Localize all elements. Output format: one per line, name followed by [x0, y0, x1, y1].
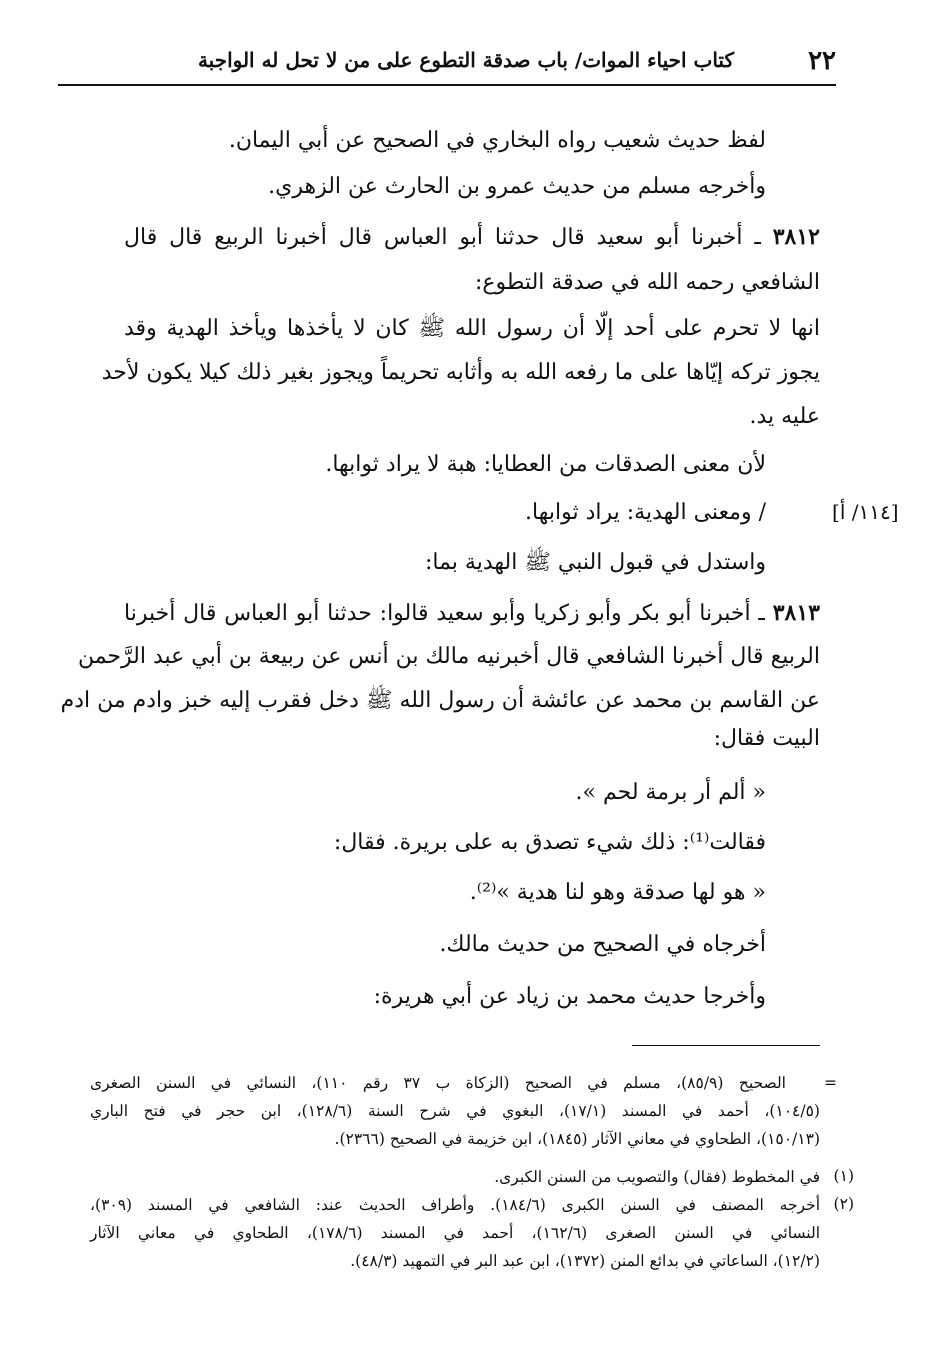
running-title: كتاب احياء الموات/ باب صدقة التطوع على من لا تحل له الواجبة	[197, 48, 734, 72]
hadith-text: ـ أخبرنا أبو بكر وأبو زكريا وأبو سعيد قالوا: حدثنا أبو العباس قال أخبرنا	[124, 601, 765, 626]
text-line: عن القاسم بن محمد عن عائشة أن رسول الله ﷺ دخل فقرب إليه خبز وادم من ادم	[60, 688, 820, 713]
text-line: الربيع قال أخبرنا الشافعي قال أخبرنيه مالك بن أنس عن ربيعة بن أبي عبد الرَّحمن	[77, 644, 820, 669]
footnote-continuation-marker: =	[824, 1074, 837, 1092]
hadith-number: ٣٨١٣	[772, 600, 820, 626]
header-rule	[58, 84, 836, 86]
footnote-separator	[632, 1045, 820, 1046]
hadith-3813-line	[124, 596, 820, 630]
text-line: الشافعي رحمه الله في صدقة التطوع:	[474, 270, 820, 295]
footnote-1: في المخطوط (فقال) والتصويب من السنن الكبرى.	[494, 1168, 820, 1186]
text-line: / ومعنى الهدية: يراد ثوابها.	[525, 500, 766, 525]
text-line: أخرجاه في الصحيح من حديث مالك.	[439, 932, 766, 957]
text-line: عليه يد.	[749, 404, 820, 429]
text-line: فقالت⁽¹⁾: ذلك شيء تصدق به على بريرة. فقال:	[333, 830, 766, 855]
footnote-number: (١)	[833, 1167, 854, 1185]
hadith-3812-line	[124, 220, 820, 254]
text-line: واستدل في قبول النبي ﷺ الهدية بما:	[424, 550, 766, 575]
footnote-2-line: النسائي في السنن الصغرى (١٦٢/٦)، أحمد في المسند (١٧٨/٦)، الطحاوي في معاني الآثار	[90, 1224, 820, 1242]
footnote-line: (١٥٠/١٣)، الطحاوي في معاني الآثار (١٨٤٥)، ابن خزيمة في الصحيح (٢٣٦٦).	[334, 1130, 820, 1148]
hadith-number: ٣٨١٢	[772, 224, 820, 250]
text-line: وأخرجا حديث محمد بن زياد عن أبي هريرة:	[373, 984, 766, 1009]
text-line: « ألم أر برمة لحم ».	[575, 780, 766, 805]
footnote-line: الصحيح (٨٥/٩)، مسلم في الصحيح (الزكاة ب ٣٧ رقم ١١٠)، النسائي في السنن الصغرى	[90, 1074, 786, 1092]
text-line: البيت فقال:	[713, 726, 820, 751]
footnote-2-line: (١٢/٢)، الساعاتي في بدائع المنن (١٣٧٢)، ابن عبد البر في التمهيد (٤٨/٣).	[350, 1252, 820, 1270]
hadith-text: ـ أخبرنا أبو سعيد قال حدثنا أبو العباس قال أخبرنا الربيع قال قال	[124, 225, 761, 250]
page-number: ٢٢	[808, 46, 836, 76]
text-line: يجوز تركه إيّاها على ما رفعه الله به وأثابه تحريماً ويجوز بغير ذلك كيلا يكون لأحد	[101, 360, 820, 385]
manuscript-folio-note: [١١٤/ أ]	[832, 500, 899, 524]
running-header	[58, 44, 836, 88]
text-line: وأخرجه مسلم من حديث عمرو بن الحارث عن الزهري.	[268, 174, 766, 199]
footnote-2-line: أخرجه المصنف في السنن الكبرى (١٨٤/٦). وأطراف الحديث عند: الشافعي في المسند (٣٠٩)،	[90, 1196, 821, 1214]
text-line: لأن معنى الصدقات من العطايا: هبة لا يراد ثوابها.	[325, 452, 766, 477]
footnote-line: (١٠٤/٥)، أحمد في المسند (١٧/١)، البغوي في شرح السنة (١٢٨/٦)، ابن حجر في فتح الباري	[90, 1102, 820, 1120]
text-line: لفظ حديث شعيب رواه البخاري في الصحيح عن أبي اليمان.	[228, 128, 766, 153]
text-line: انها لا تحرم على أحد إلّا أن رسول الله ﷺ كان لا يأخذها ويأخذ الهدية وقد	[124, 316, 820, 341]
text-line: « هو لها صدقة وهو لنا هدية »⁽²⁾.	[469, 880, 766, 905]
footnote-number: (٢)	[833, 1195, 854, 1213]
